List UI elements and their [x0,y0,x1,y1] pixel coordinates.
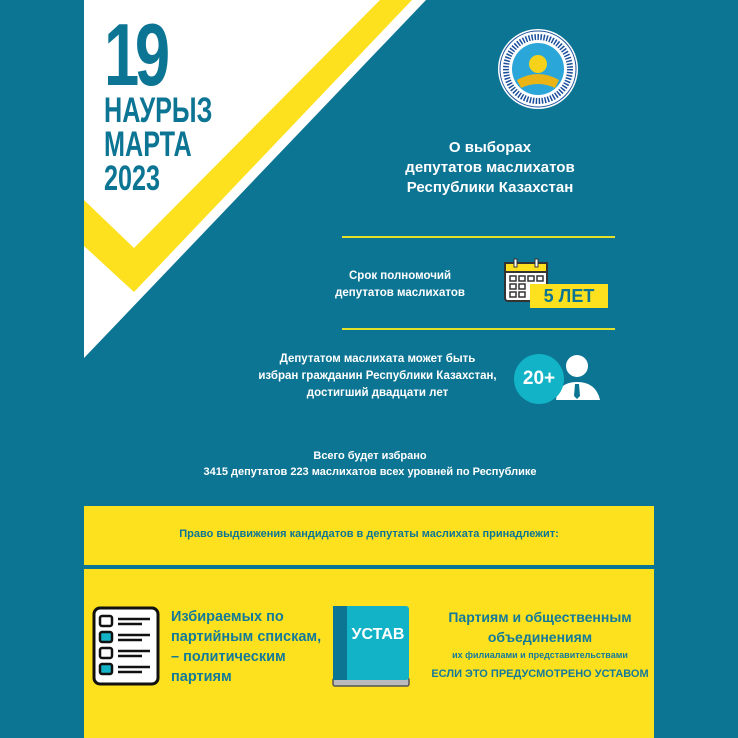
term-label-line: Срок полномочий [348,270,452,282]
age-badge: 20+ [514,354,564,404]
party-lists-line: партийным спискам, [171,629,322,645]
nomination-header-panel [84,506,654,565]
associations-line: объединениям [487,629,593,645]
date-day: 19 [104,5,166,104]
party-lists-line: – политическим [171,649,286,665]
title-line: О выборах [448,139,532,156]
associations-subtext: их филиалами и представительствами [452,650,628,660]
divider [342,236,615,238]
associations-text [420,607,660,685]
date-year: 2023 [104,159,161,198]
cec-logo [497,28,579,110]
associations-condition: ЕСЛИ ЭТО ПРЕДУСМОТРЕНО УСТАВОМ [431,668,649,680]
age-label-line: Депутатом маслихата может быть [279,353,476,365]
charter-book-label: УСТАВ [351,626,405,643]
age-label [255,351,500,402]
associations-line: Партиям и общественным [448,609,632,625]
date-month-ru: МАРТА [104,125,192,164]
main-title [360,138,620,198]
total-deputies [170,448,570,480]
title-line: Республики Казахстан [406,179,574,196]
term-label-line: депутатов маслихатов [335,287,465,299]
total-line: Всего будет избрано [313,450,427,462]
term-badge: 5 ЛЕТ [530,284,608,308]
date-month-kz: НАУРЫЗ [104,91,213,130]
age-label-line: достигший двадцати лет [306,387,449,399]
total-line: 3415 депутатов 223 маслихатов всех уровней по Республике [203,466,537,478]
charter-book-icon [331,604,411,688]
nomination-header: Право выдвижения кандидатов в депутаты маслихата принадлежит: [179,528,559,540]
party-lists-line: Избираемых по [171,609,284,625]
checklist-icon [92,606,160,686]
age-label-line: избран гражданин Республики Казахстан, [258,370,497,382]
party-lists-line: партиям [171,669,232,685]
divider [342,328,615,330]
title-line: депутатов маслихатов [405,159,575,176]
party-lists-text [171,607,331,687]
term-label [310,268,490,302]
